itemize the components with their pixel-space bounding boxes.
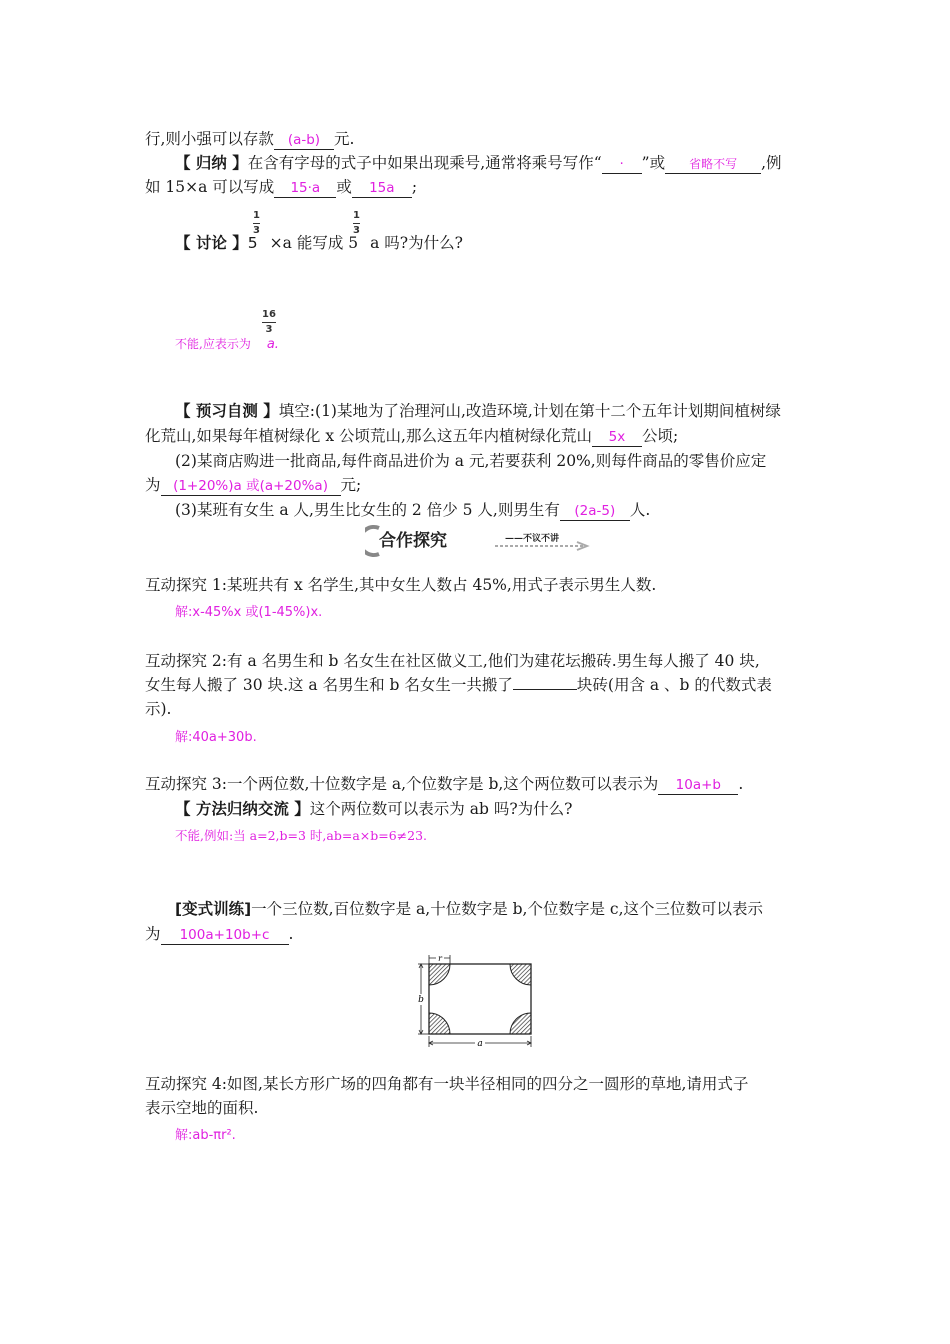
preview-tag: 【 预习自测 】	[175, 402, 279, 420]
inquiry-4-text1: 互动探究 4:如图,某长方形广场的四角都有一块半径相同的四分之一圆形的草地,请用式子	[145, 1075, 749, 1093]
banner-title: 合作探究	[379, 531, 447, 551]
preview-q1-blank	[592, 427, 642, 447]
omit-answer: 省略不写	[689, 157, 738, 171]
variant-line2	[145, 923, 293, 945]
preview-q2-text: (2)某商店购进一批商品,每件商品进价为 a 元,若要获利 20%,则每件商品的零售价应定	[175, 452, 767, 470]
savings-text: 行,则小强可以存款	[145, 130, 274, 148]
savings-line	[145, 128, 354, 150]
preview-q2-answer: (1+20%)a 或(a+20%a)	[173, 478, 328, 494]
savings-answer: (a-b)	[287, 132, 321, 148]
inquiry-3-line	[145, 773, 743, 795]
variant-pre: 为	[145, 925, 161, 943]
rectangle-square-figure	[413, 954, 538, 1049]
preview-q1-text2: 化荒山,如果每年植树绿化 x 公顷荒山,那么这五年内植树绿化荒山	[145, 427, 592, 445]
inquiry-1-answer-text: 解:x-45%x 或(1-45%)x.	[175, 605, 323, 620]
summary-eg: ,例	[761, 154, 782, 172]
banner-subtitle: ——不议不讲	[505, 534, 560, 544]
preview-q1-unit: 公顷;	[641, 427, 679, 445]
inquiry-4-line2	[145, 1097, 258, 1119]
method-tag: 【 方法归纳交流 】	[175, 800, 310, 818]
answer-fraction-den: 3	[265, 324, 273, 335]
fraction-1-den: 3	[253, 225, 260, 236]
inquiry-4-line1	[145, 1073, 748, 1095]
inquiry-4-answer	[175, 1124, 236, 1143]
example-blank-1	[274, 178, 336, 198]
summary-example-text: 如 15×a 可以写成	[145, 178, 275, 196]
variant-line1	[175, 898, 763, 920]
inquiry-2-text1: 互动探究 2:有 a 名男生和 b 名女生在社区做义工,他们为建花坛搬砖.男生每人搬了 40 块,	[145, 652, 760, 670]
inquiry-2-line3	[145, 698, 171, 720]
inquiry-3-text: 互动探究 3:一个两位数,十位数字是 a,个位数字是 b,这个两位数可以表示为	[145, 775, 659, 793]
variant-answer: 100a+10b+c	[179, 927, 270, 943]
preview-q1-line2	[145, 425, 678, 447]
inquiry-3-answer: 10a+b	[675, 777, 721, 793]
discussion-text: ×a 能写成 5	[269, 234, 359, 252]
omit-blank	[665, 154, 761, 174]
inquiry-3-end: .	[738, 775, 744, 793]
variant-tag: [变式训练]	[175, 900, 252, 918]
preview-q3-unit: 人.	[629, 501, 651, 519]
preview-q2-line1	[175, 450, 766, 472]
discussion-line	[175, 232, 463, 254]
label-a: a	[477, 1039, 483, 1049]
multiply-dot-answer: ·	[619, 156, 624, 172]
inquiry-2-text4: 示).	[145, 700, 172, 718]
inquiry-2-answer	[175, 726, 257, 745]
inquiry-2-text2: 女生每人搬了 30 块.这 a 名男生和 b 名女生一共搬了	[145, 676, 513, 694]
variant-blank	[161, 925, 289, 945]
discussion-answer	[175, 335, 279, 352]
method-question: 这个两位数可以表示为 ab 吗?为什么?	[309, 800, 573, 818]
inquiry-1-question	[145, 574, 656, 596]
multiply-dot-blank	[602, 154, 642, 174]
preview-q3-blank	[560, 501, 630, 521]
example-answer-2: 15a	[369, 180, 395, 196]
preview-q3-answer: (2a-5)	[574, 503, 616, 519]
example-answer-1: 15·a	[290, 180, 321, 196]
corner-quarter-circle-tr	[510, 964, 531, 985]
rectangle-figure-svg	[413, 954, 538, 1049]
inquiry-2-blank	[513, 689, 577, 690]
corner-quarter-circle-bl	[429, 1013, 450, 1034]
example-end: ;	[411, 178, 418, 196]
inquiry-1-answer	[175, 601, 322, 620]
discussion-answer-var: a.	[266, 337, 279, 352]
variant-end: .	[288, 925, 294, 943]
preview-q1-line1	[175, 400, 781, 422]
preview-q1-answer: 5x	[608, 429, 626, 445]
summary-tag: 【 归纳 】	[175, 154, 248, 172]
summary-line	[175, 152, 782, 174]
preview-q2-unit: 元;	[340, 476, 362, 494]
method-line	[175, 798, 572, 820]
inquiry-2-line1	[145, 650, 760, 672]
preview-q3-line	[175, 499, 650, 521]
answer-fraction-num: 16	[262, 309, 276, 320]
preview-q2-pre: 为	[145, 476, 161, 494]
discussion-question: a 吗?为什么?	[370, 234, 463, 252]
corner-quarter-circle-br	[510, 1013, 531, 1034]
preview-q3-text: (3)某班有女生 a 人,男生比女生的 2 倍少 5 人,则男生有	[175, 501, 560, 519]
inquiry-1-text: 互动探究 1:某班共有 x 名学生,其中女生人数占 45%,用式子表示男生人数.	[145, 576, 657, 594]
inquiry-2-line2	[145, 674, 772, 696]
variant-text: 一个三位数,百位数字是 a,十位数字是 b,个位数字是 c,这个三位数可以表示	[251, 900, 764, 918]
summary-text: 在含有字母的式子中如果出现乘号,通常将乘号写作“	[247, 154, 602, 172]
method-answer-text: 不能,例如:当 a=2,b=3 时,ab=a×b=6≠23.	[175, 828, 428, 843]
inquiry-2-text3: 块砖(用含 a 、b 的代数式表	[576, 676, 772, 694]
savings-unit: 元.	[333, 130, 355, 148]
answer-fraction	[262, 309, 276, 336]
fraction-2-num: 1	[353, 210, 360, 221]
example-or: 或	[336, 178, 352, 196]
summary-or: ”或	[641, 154, 666, 172]
method-answer	[175, 826, 427, 844]
discussion-five: 5	[247, 234, 258, 252]
cooperative-inquiry-banner	[365, 522, 590, 558]
inquiry-4-answer-text: 解:ab-πr².	[175, 1128, 236, 1143]
discussion-answer-text: 不能,应表示为	[175, 337, 251, 351]
preview-q2-line2	[145, 474, 361, 496]
fraction-1-num: 1	[253, 210, 260, 221]
inquiry-4-text2: 表示空地的面积.	[145, 1099, 259, 1117]
preview-q1-text: 填空:(1)某地为了治理河山,改造环境,计划在第十二个五年计划期间植树绿	[278, 402, 781, 420]
savings-blank	[274, 130, 334, 150]
summary-example-line	[145, 176, 417, 198]
inquiry-3-blank	[658, 775, 738, 795]
label-r: r	[438, 954, 442, 963]
fraction-2-den: 3	[353, 225, 360, 236]
corner-quarter-circle-tl	[429, 964, 450, 985]
example-blank-2	[352, 178, 412, 198]
label-b: b	[418, 995, 424, 1005]
inquiry-2-answer-text: 解:40a+30b.	[175, 730, 257, 745]
preview-q2-blank	[161, 476, 341, 496]
discussion-tag: 【 讨论 】	[175, 234, 248, 252]
